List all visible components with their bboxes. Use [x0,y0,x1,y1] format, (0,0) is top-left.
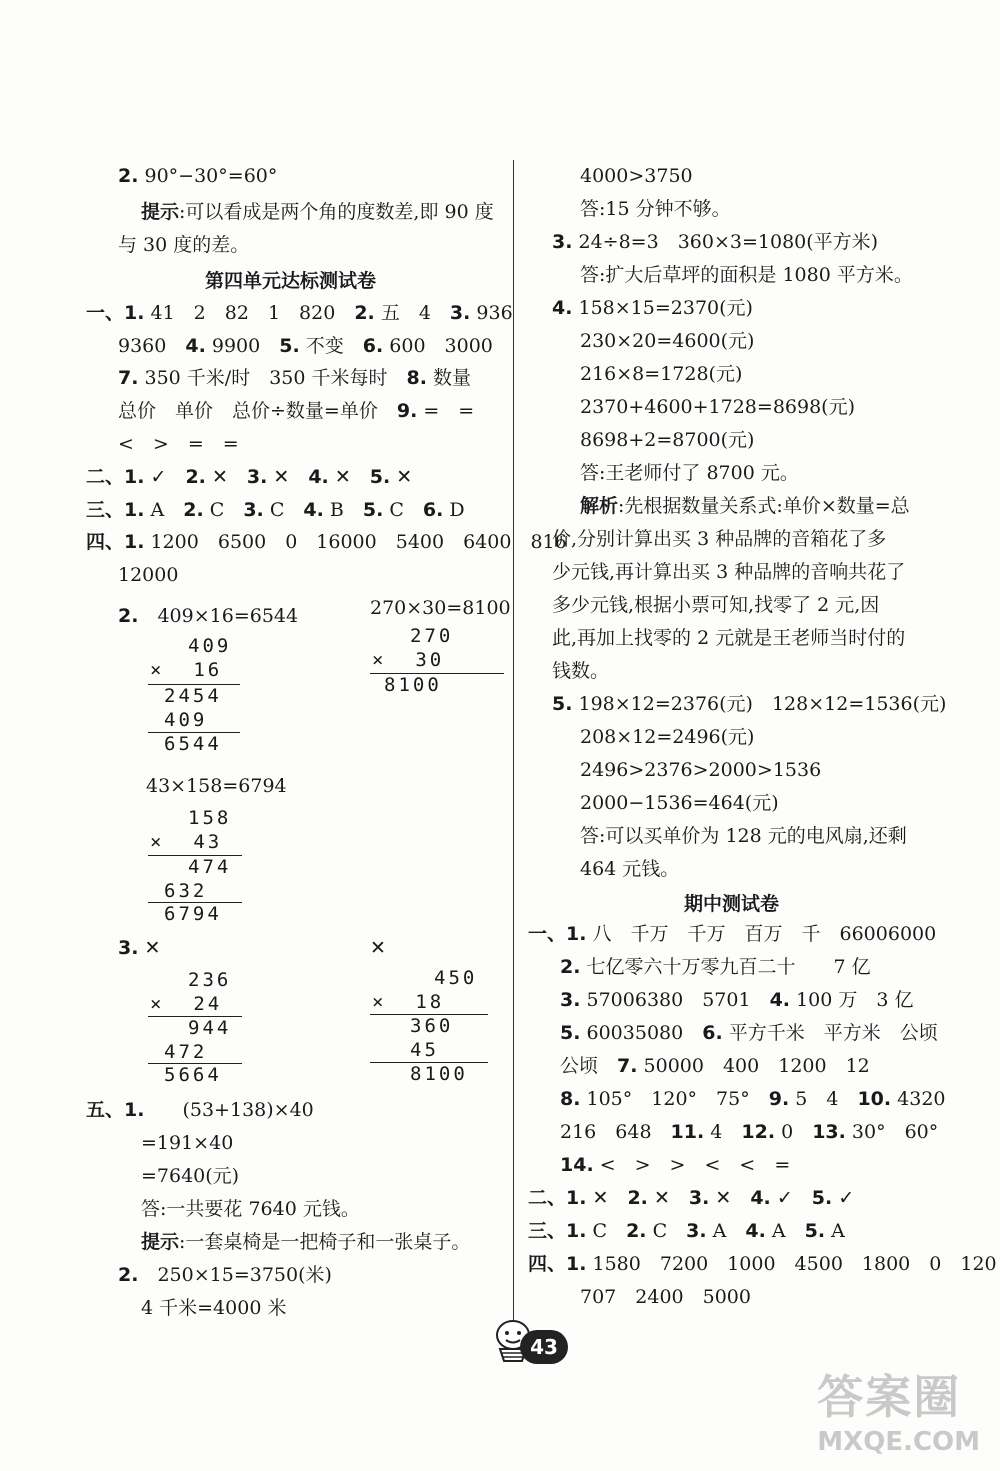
calc-digit: 270 [410,625,454,647]
answer-line: 2. 90°−30°=60° [118,165,278,187]
analysis-line: 多少元钱,根据小票可知,找零了 2 元,因 [552,594,880,616]
answer-line: 464 元钱。 [580,858,680,880]
answer-line: < > = = [118,433,239,455]
calc-digit: 6794 [164,903,222,925]
answer-line: 43×158=6794 [146,775,287,797]
answer-line: 答:扩大后草坪的面积是 1080 平方米。 [580,264,913,286]
answer-line: 5. 198×12=2376(元) 128×12=1536(元) [552,693,947,715]
calc-digit: 2454 [164,685,222,707]
answer-line: 二、1. ✓ 2. ✕ 3. ✕ 4. ✕ 5. ✕ [86,466,413,488]
calc-digit: 472 [164,1041,208,1063]
calc-digit: 8100 [410,1063,468,1085]
answer-line: 5. 60035080 6. 平方千米 平方米 公顷 [560,1022,938,1044]
watermark: 答案圈 MXQE.COM [817,1370,980,1457]
answer-line: 一、1. 八 千万 千万 百万 千 66006000 [528,923,937,945]
answer-line: 12000 [118,564,179,586]
answer-line: 4000>3750 [580,165,693,187]
answer-line: 230×20=4600(元) [580,330,755,352]
hint-line: 提示:可以看成是两个角的度数差,即 90 度 [141,201,494,223]
analysis-line: 少元钱,再计算出买 3 种品牌的音响共花了 [552,561,906,583]
calc-digit: 360 [410,1015,454,1037]
answer-line: 4 千米=4000 米 [141,1297,287,1319]
answer-line: 五、1. (53+138)×40 [86,1099,314,1121]
analysis-line: 钱数。 [552,660,610,682]
answer-line: 2000−1536=464(元) [580,792,779,814]
answer-line: 答:一共要花 7640 元钱。 [141,1198,360,1220]
answer-line: 2370+4600+1728=8698(元) [580,396,855,418]
calc-digit: 45 [410,1039,439,1061]
answer-line: 一、1. 41 2 82 1 820 2. 五 4 3. 936 [86,302,513,324]
calc-digit: 944 [188,1017,232,1039]
answer-line: 9360 4. 9900 5. 不变 6. 600 3000 [118,335,493,357]
calc-digit: × 16 [150,659,223,681]
answer-line: 208×12=2496(元) [580,726,755,748]
answer-line: 二、1. ✕ 2. ✕ 3. ✕ 4. ✓ 5. ✓ [528,1187,855,1209]
answer-line: 2496>2376>2000>1536 [580,759,822,781]
calc-digit: 236 [188,969,232,991]
calc-digit: 632 [164,880,208,902]
column-divider [513,160,514,1360]
section-title: 第四单元达标测试卷 [205,270,377,292]
analysis-line: 解析:先根据数量关系式:单价×数量=总 [580,495,910,517]
answer-line: 270×30=8100 [370,597,511,619]
calc-digit: × 18 [372,991,445,1013]
answer-line: 707 2400 5000 [580,1286,751,1308]
calc-digit: × 24 [150,993,223,1015]
answer-line: 216×8=1728(元) [580,363,743,385]
answer-line: 答:15 分钟不够。 [580,198,731,220]
section-title: 期中测试卷 [684,893,780,915]
answer-line: 2. 七亿零六十万零九百二十 7 亿 [560,956,871,978]
answer-line: 三、1. C 2. C 3. A 4. A 5. A [528,1220,845,1242]
answer-line: 8698+2=8700(元) [580,429,755,451]
answer-line: 四、1. 1580 7200 1000 4500 1800 0 120 [528,1253,997,1275]
answer-line: 2. 250×15=3750(米) [118,1264,332,1286]
calc-digit: 6544 [164,733,222,755]
calc-digit: 8100 [384,674,442,696]
calc-digit: × 43 [150,831,223,853]
calc-digit: 409 [164,709,208,731]
calc-digit: 450 [434,967,478,989]
answer-line: 总价 单价 总价÷数量=单价 9. = = [118,400,475,422]
answer-line: 三、1. A 2. C 3. C 4. B 5. C 6. D [86,499,465,521]
answer-line: 3. 57006380 5701 4. 100 万 3 亿 [560,989,914,1011]
hint-line: 提示:一套桌椅是一把椅子和一张桌子。 [141,1231,471,1253]
analysis-line: 此,再加上找零的 2 元就是王老师当时付的 [552,627,906,649]
hint-line: 与 30 度的差。 [118,234,250,256]
answer-line: 3. 24÷8=3 360×3=1080(平方米) [552,231,879,253]
calc-digit: 409 [188,635,232,657]
answer-line: 7. 350 千米/时 350 千米每时 8. 数量 [118,367,472,389]
answer-line: =7640(元) [141,1165,240,1187]
analysis-line: 价,分别计算出买 3 种品牌的音箱花了多 [552,528,887,550]
answer-line: 答:可以买单价为 128 元的电风扇,还剩 [580,825,907,847]
calc-digit: 474 [188,856,232,878]
answer-line: 2. 409×16=6544 [118,605,299,627]
calc-digit: × 30 [372,649,445,671]
page-number: 43 [520,1330,568,1364]
answer-line: 公顷 7. 50000 400 1200 12 [560,1055,870,1077]
calc-digit: 5664 [164,1064,222,1086]
answer-line: =191×40 [141,1132,234,1154]
answer-line: 216 648 11. 4 12. 0 13. 30° 60° [560,1121,939,1143]
answer-line: 3. ✕ [118,937,161,959]
answer-line: 4. 158×15=2370(元) [552,297,753,319]
calc-digit: 158 [188,807,232,829]
answer-line: ✕ [370,937,386,959]
answer-line: 答:王老师付了 8700 元。 [580,462,799,484]
answer-line: 四、1. 1200 6500 0 16000 5400 6400 816 [86,531,567,553]
answer-line: 8. 105° 120° 75° 9. 5 4 10. 4320 [560,1088,946,1110]
answer-line: 14. < > > < < = [560,1154,791,1176]
